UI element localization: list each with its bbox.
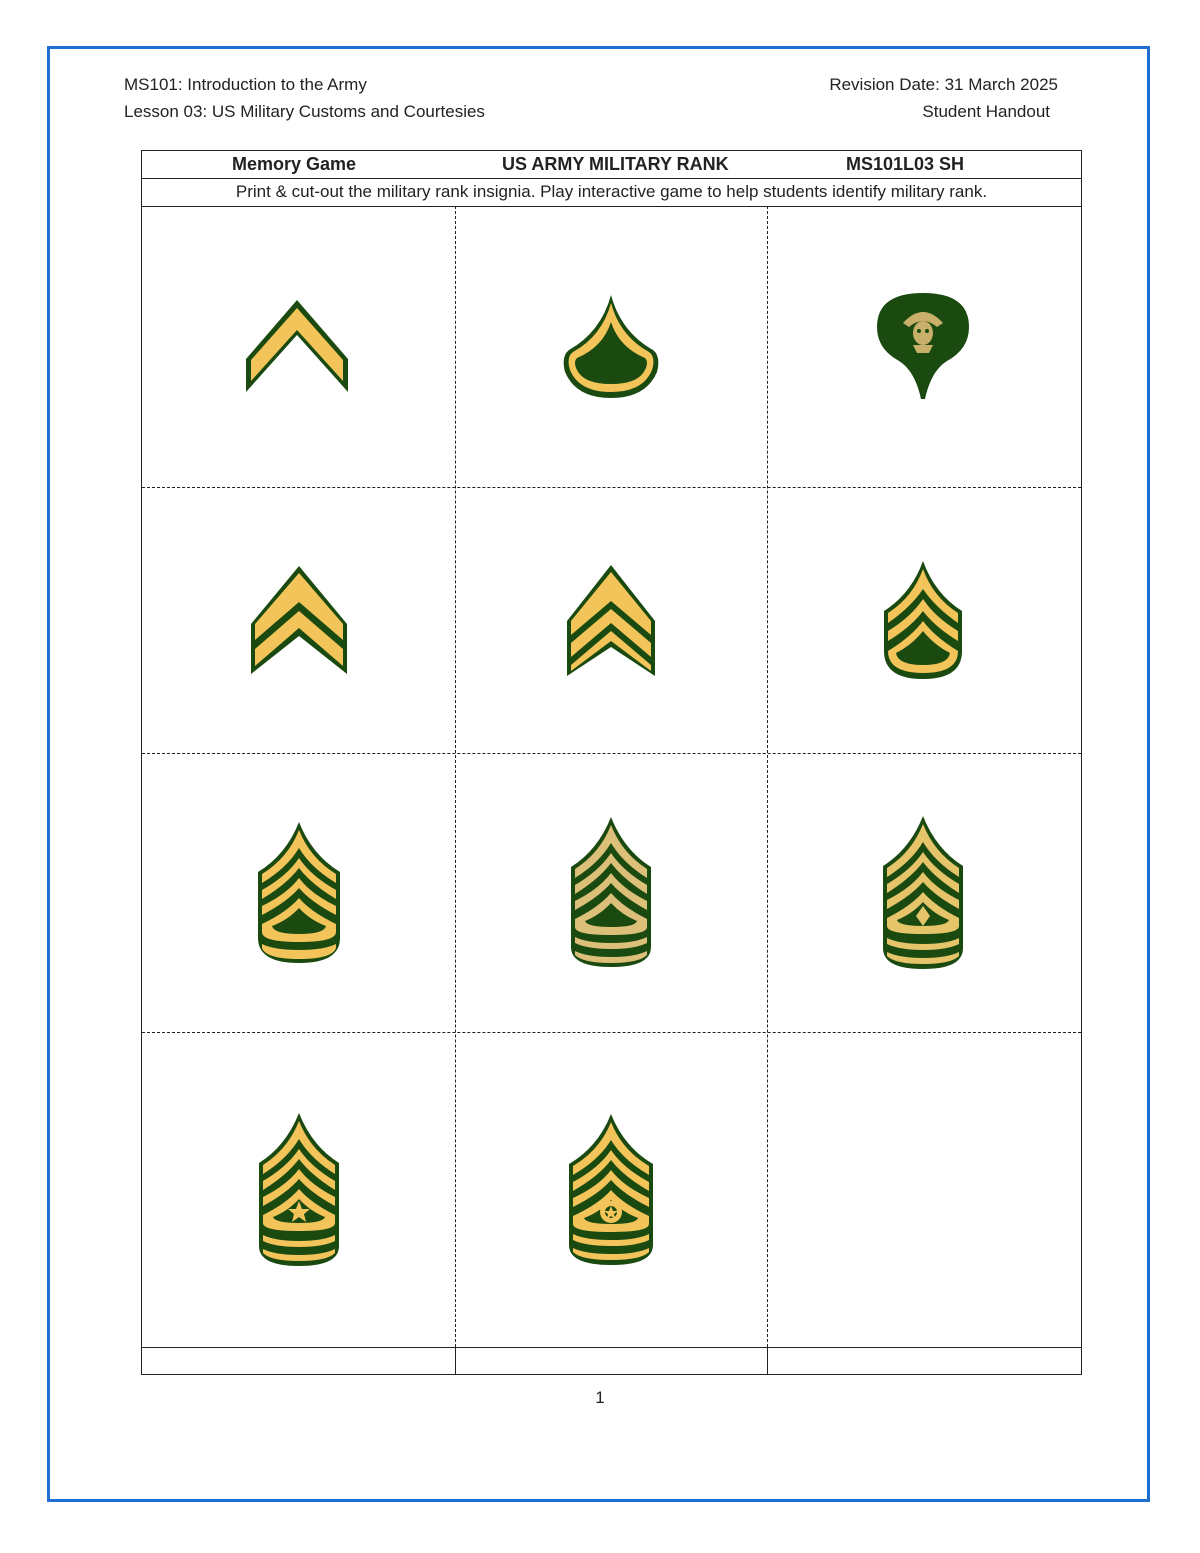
specialist-insignia-icon — [873, 289, 973, 404]
empty-rank-cell — [767, 1032, 1079, 1347]
document-type: Student Handout — [922, 102, 1050, 121]
doc-code-title: MS101L03 SH — [846, 154, 965, 174]
rank-cell — [767, 487, 1079, 753]
master-sergeant-insignia-icon — [567, 815, 655, 970]
rank-title: US ARMY MILITARY RANK — [502, 154, 729, 174]
first-sergeant-insignia-icon — [879, 814, 967, 972]
rank-cell — [455, 1032, 767, 1347]
command-sergeant-major-insignia-icon — [566, 1112, 656, 1268]
rank-cell — [767, 206, 1079, 487]
sergeant-insignia-icon — [565, 563, 657, 678]
sergeant-first-class-insignia-icon — [254, 820, 344, 965]
lesson-title: Lesson 03: US Military Customs and Courtesies — [124, 102, 485, 121]
revision-date: Revision Date: 31 March 2025 — [829, 75, 1058, 94]
rank-cell — [142, 1032, 455, 1347]
course-title: MS101: Introduction to the Army — [124, 75, 367, 94]
corporal-insignia-icon — [249, 564, 349, 676]
memory-game-title: Memory Game — [232, 154, 357, 174]
sergeant-major-insignia-icon — [256, 1111, 342, 1269]
private-first-class-insignia-icon — [561, 292, 661, 402]
rank-cell — [767, 753, 1079, 1032]
rank-cell — [142, 487, 455, 753]
staff-sergeant-insignia-icon — [880, 559, 966, 681]
rank-cell — [455, 753, 767, 1032]
private-e2-chevron-icon — [244, 297, 354, 397]
insignia-grid — [142, 206, 1081, 1347]
rank-cell — [455, 487, 767, 753]
table-title-row — [142, 151, 1081, 179]
page-number: 1 — [595, 1388, 605, 1407]
rank-cell — [142, 753, 455, 1032]
rank-table — [141, 150, 1082, 1375]
rank-cell — [455, 206, 767, 487]
instructions: Print & cut-out the military rank insignia. Play interactive game to help students identify military rank. — [142, 178, 1081, 207]
table-bottom-row — [142, 1347, 1081, 1375]
rank-cell — [142, 206, 455, 487]
